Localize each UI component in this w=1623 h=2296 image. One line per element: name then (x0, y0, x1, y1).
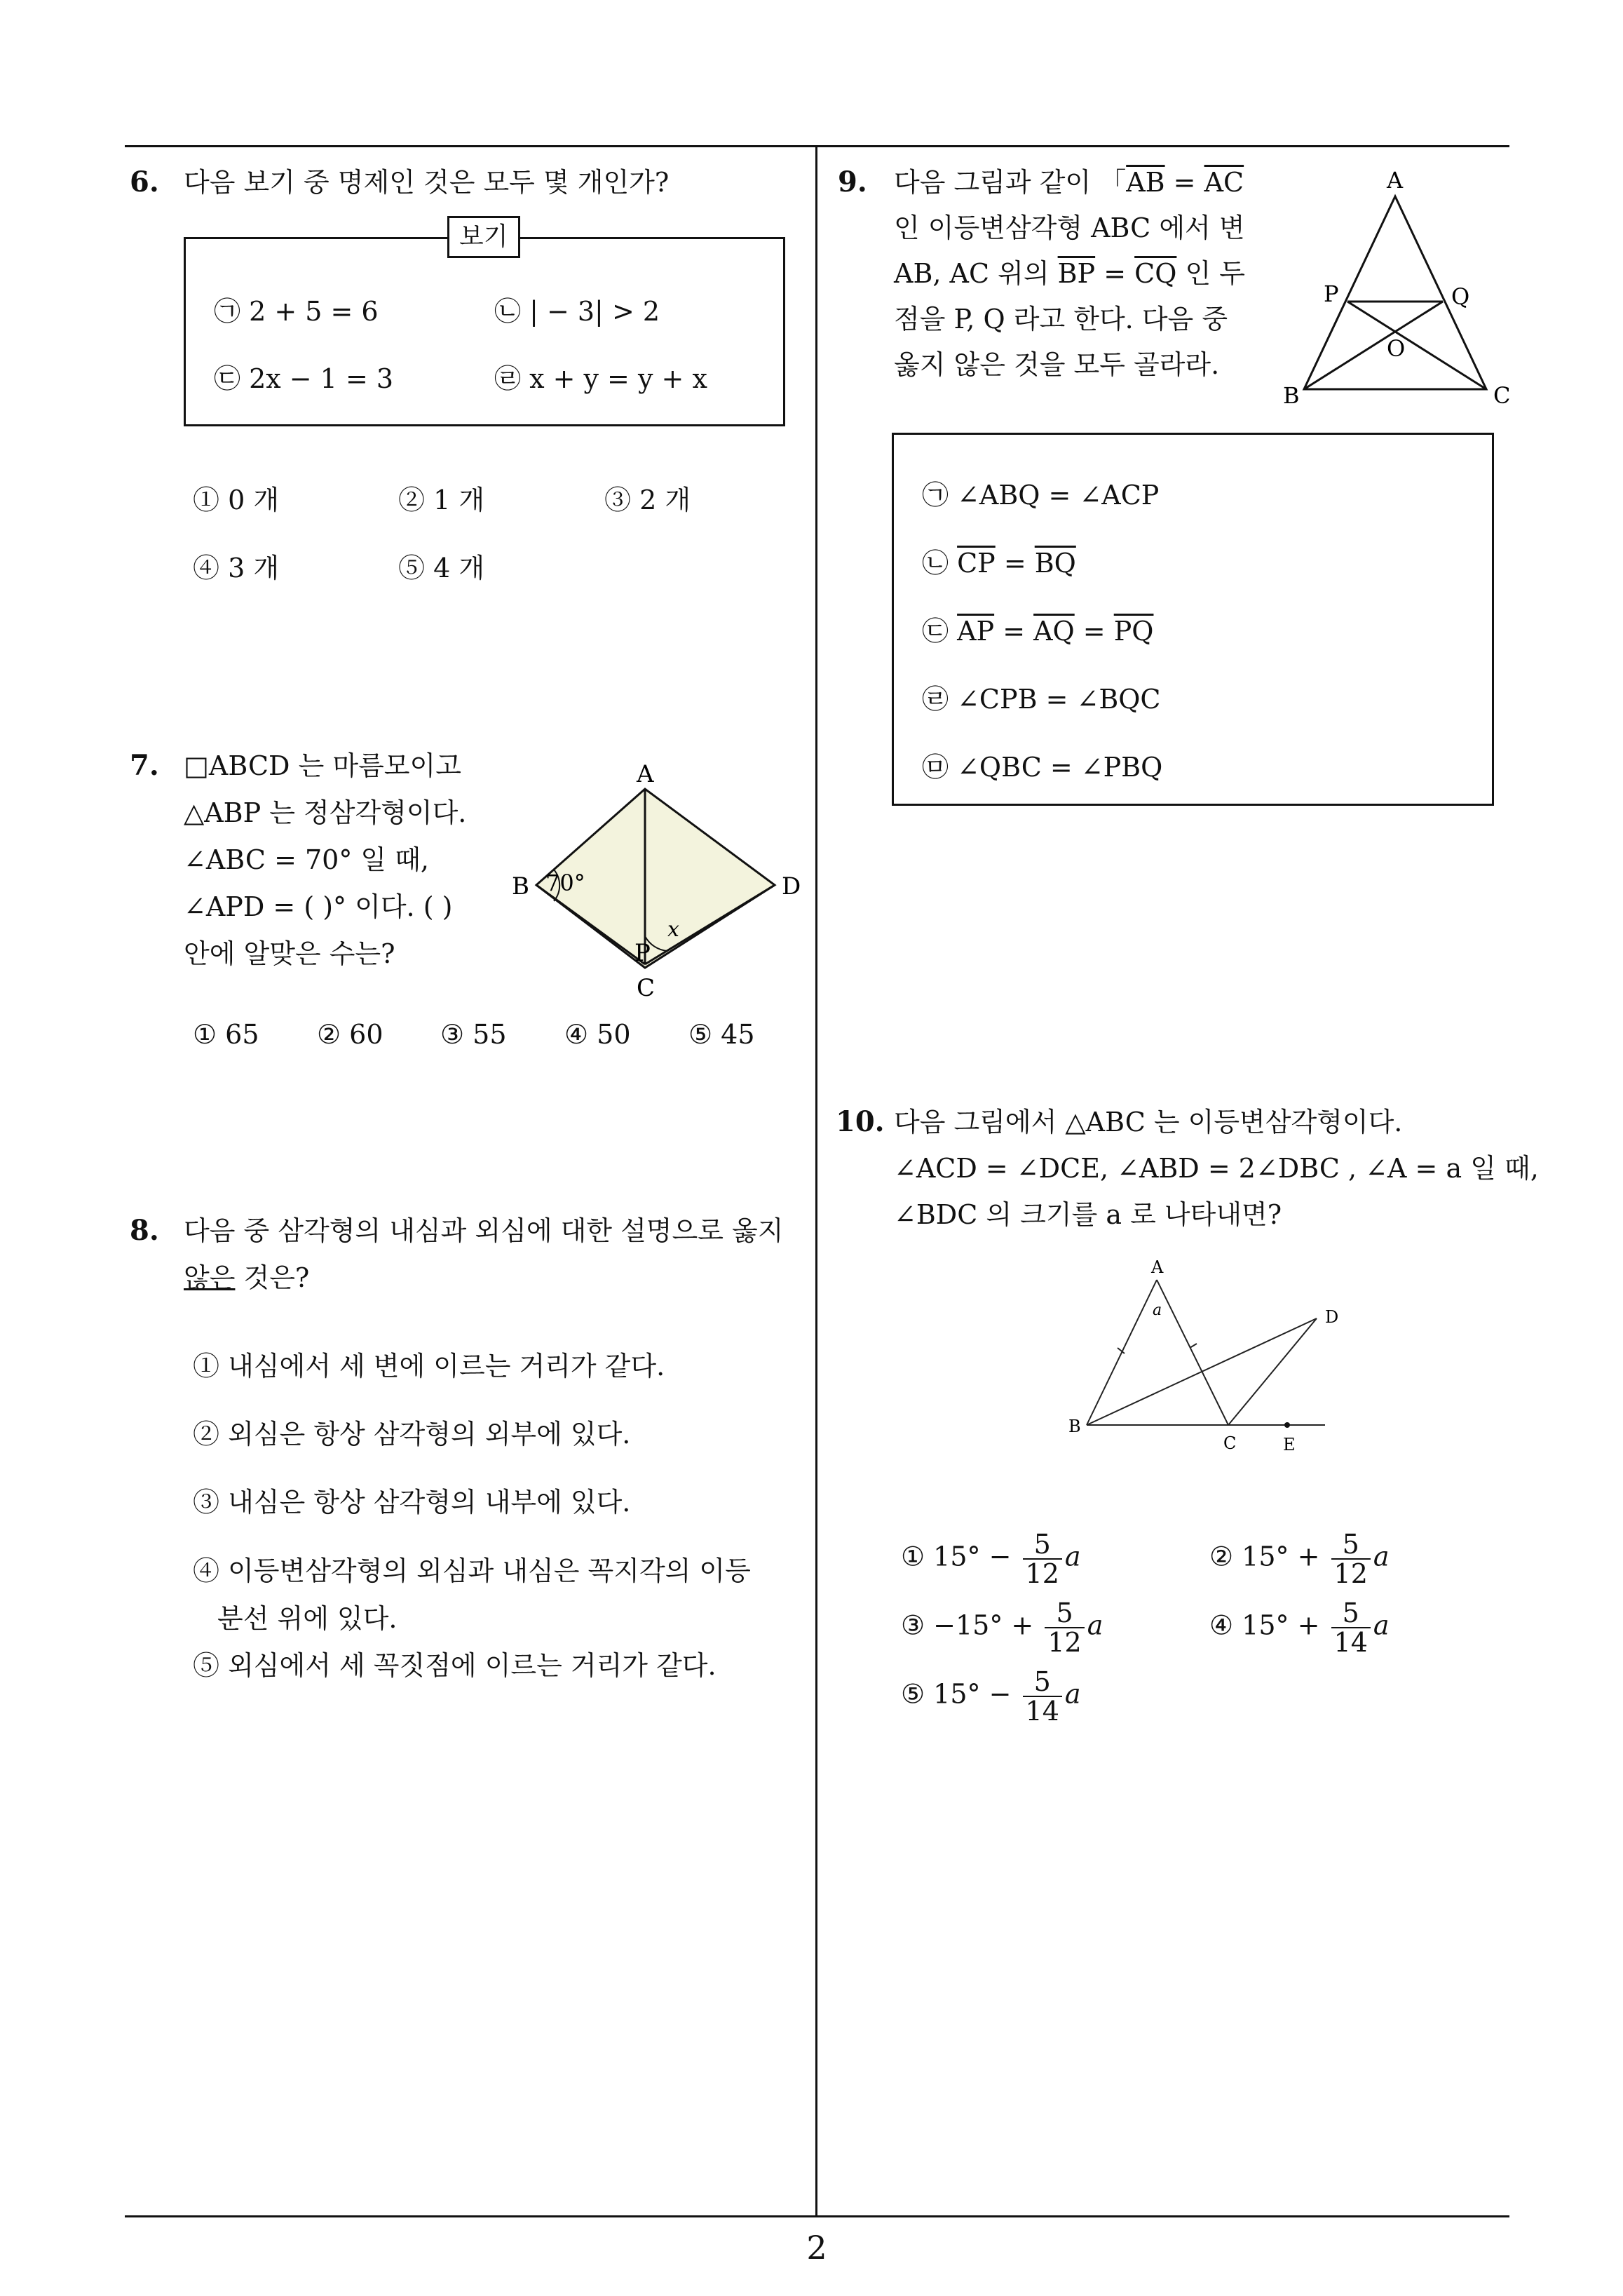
q6-option-2[interactable]: ② 1 개 (398, 485, 485, 515)
q7-line-4: ∠APD = ( )° 이다. ( ) (184, 891, 453, 922)
q6-item-1: ㉠ 2 + 5 = 6 (214, 296, 379, 327)
numerator: 5 (1331, 1599, 1371, 1628)
bottom-rule (125, 2215, 1509, 2217)
q10-option-3-var: a (1087, 1609, 1103, 1641)
q6-number: 6. (130, 166, 159, 198)
label-a: A (1387, 168, 1404, 194)
segment-ac (1157, 1280, 1228, 1425)
page-number: 2 (806, 2229, 827, 2267)
q10-option-5-fraction (1023, 1668, 1062, 1725)
q10-option-5[interactable] (901, 1668, 1081, 1725)
q8-option-3[interactable]: ③ 내심은 항상 삼각형의 내부에 있다. (193, 1487, 631, 1518)
q10-option-3[interactable] (901, 1599, 1103, 1656)
segment-ab (1087, 1280, 1157, 1425)
q8-underlined-word: 않은 (184, 1262, 236, 1293)
q9-line-2: 인 이등변삼각형 ABC 에서 변 (894, 212, 1245, 243)
label-d: D (1325, 1307, 1339, 1327)
label-x: x (667, 917, 679, 942)
q6-item-4: ㉣ x + y = y + x (494, 363, 707, 394)
q9-item-4[interactable]: ㉣ ∠CPB = ∠BQC (922, 684, 1161, 715)
q6-item-3: ㉢ 2x − 1 = 3 (214, 363, 394, 394)
denominator: 12 (1025, 1558, 1059, 1589)
numerator: 5 (1023, 1668, 1062, 1697)
q10-option-4-pre: ④ 15° + (1209, 1609, 1320, 1641)
q9-triangle-figure (1276, 168, 1514, 414)
q8-stem-line-2 (184, 1255, 309, 1300)
column-divider (815, 145, 817, 2217)
q7-line-5: 안에 알맞은 수는? (184, 938, 395, 969)
numerator: 5 (1331, 1530, 1371, 1560)
q8-option-5[interactable]: ⑤ 외심에서 세 꼭짓점에 이르는 거리가 같다. (193, 1650, 717, 1681)
q10-option-2-var: a (1373, 1541, 1390, 1572)
denominator: 12 (1047, 1627, 1082, 1658)
q10-option-3-fraction (1045, 1599, 1084, 1656)
q8-option-4[interactable]: ④ 이등변삼각형의 외심과 내심은 꼭지각의 이등 (193, 1555, 751, 1586)
q10-option-1[interactable] (901, 1530, 1081, 1588)
q10-line-1: 다음 그림에서 △ABC 는 이등변삼각형이다. (894, 1107, 1403, 1137)
q7-line-2: △ABP 는 정삼각형이다. (184, 797, 467, 828)
q10-option-1-pre: ① 15° − (901, 1541, 1012, 1572)
q10-line-2: ∠ACD = ∠DCE, ∠ABD = 2∠DBC , ∠A = a 일 때, (894, 1153, 1539, 1184)
q10-option-1-fraction (1023, 1530, 1062, 1588)
q10-line-3: ∠BDC 의 크기를 a 로 나타내면? (894, 1199, 1282, 1230)
label-p: P (634, 939, 651, 967)
q9-item-5[interactable]: ㉤ ∠QBC = ∠PBQ (922, 752, 1163, 783)
q7-number: 7. (130, 749, 159, 782)
segment-bd (1087, 1318, 1317, 1425)
label-c: C (1493, 382, 1511, 409)
q10-option-5-var: a (1064, 1678, 1081, 1710)
q10-number: 10. (836, 1105, 885, 1138)
q7-option-3[interactable]: ③ 55 (440, 1019, 507, 1050)
numerator: 5 (1023, 1530, 1062, 1560)
label-b: B (1068, 1417, 1081, 1436)
q8-option-2[interactable]: ② 외심은 항상 삼각형의 외부에 있다. (193, 1419, 631, 1450)
label-a: A (1151, 1257, 1164, 1277)
q10-option-1-var: a (1064, 1541, 1081, 1572)
q10-option-2[interactable] (1209, 1530, 1390, 1588)
q8-stem-rest: 것은? (235, 1262, 310, 1293)
q6-stem: 다음 보기 중 명제인 것은 모두 몇 개인가? (184, 167, 670, 198)
denominator: 14 (1333, 1627, 1368, 1658)
q6-example-label: 보기 (447, 216, 520, 258)
q9-item-3[interactable]: ㉢ $\overline{AP} = \overline{AQ} = \overline{PQ}$ (922, 616, 1154, 647)
label-b: B (1283, 382, 1300, 409)
q6-option-4[interactable]: ④ 3 개 (193, 553, 280, 583)
q6-item-2: ㉡ | − 3| > 2 (494, 296, 660, 327)
label-a: A (637, 760, 654, 788)
q9-number: 9. (838, 166, 867, 198)
q10-figure (1052, 1248, 1346, 1466)
q6-option-5[interactable]: ⑤ 4 개 (398, 553, 485, 583)
label-a-angle: a (1153, 1302, 1162, 1319)
q10-option-4-var: a (1373, 1609, 1390, 1641)
label-c: C (1223, 1433, 1237, 1453)
q7-option-4[interactable]: ④ 50 (564, 1019, 631, 1050)
label-d: D (782, 872, 801, 900)
q7-rhombus-figure (484, 757, 820, 1010)
q7-option-5[interactable]: ⑤ 45 (688, 1019, 755, 1050)
label-angle-70: 70° (545, 870, 585, 896)
q9-item-1[interactable]: ㉠ ∠ABQ = ∠ACP (922, 480, 1160, 511)
label-o: O (1387, 335, 1406, 362)
q9-line-3: AB, AC 위의 $\overline{BP} = \overline{CQ}$ 인 두 (894, 258, 1245, 289)
q10-option-3-pre: ③ −15° + (901, 1609, 1034, 1641)
q10-option-5-pre: ⑤ 15° − (901, 1678, 1012, 1710)
denominator: 12 (1333, 1558, 1368, 1589)
q7-line-1: □ABCD 는 마름모이고 (184, 750, 461, 781)
q8-stem-line-1: 다음 중 삼각형의 내심과 외심에 대한 설명으로 옳지 (184, 1215, 784, 1246)
q10-option-4[interactable] (1209, 1599, 1390, 1656)
q7-option-1[interactable]: ① 65 (193, 1019, 259, 1050)
denominator: 14 (1025, 1696, 1059, 1727)
q7-option-2[interactable]: ② 60 (317, 1019, 383, 1050)
q9-line-1: 다음 그림과 같이 「$\overline{AB} = \overline{AC}$ (894, 167, 1244, 198)
q6-option-3[interactable]: ③ 2 개 (604, 485, 691, 515)
label-c: C (637, 974, 656, 1002)
q10-option-2-fraction (1331, 1530, 1371, 1588)
point-e (1284, 1422, 1290, 1428)
label-q: Q (1451, 283, 1470, 310)
label-b: B (512, 872, 529, 900)
q9-line-4: 점을 P, Q 라고 한다. 다음 중 (894, 304, 1228, 335)
label-p: P (1324, 281, 1339, 307)
segment-cd (1228, 1318, 1317, 1425)
q8-option-1[interactable]: ① 내심에서 세 변에 이르는 거리가 같다. (193, 1351, 665, 1382)
q10-option-2-pre: ② 15° + (1209, 1541, 1320, 1572)
q6-option-1[interactable]: ① 0 개 (193, 485, 280, 515)
q8-number: 8. (130, 1214, 159, 1247)
q8-option-4-cont: 분선 위에 있다. (217, 1603, 398, 1634)
tick-ac (1190, 1344, 1197, 1348)
q9-line-5: 옳지 않은 것을 모두 골라라. (894, 349, 1220, 380)
numerator: 5 (1045, 1599, 1084, 1628)
q7-line-3: ∠ABC = 70° 일 때, (184, 844, 429, 875)
q9-item-2[interactable]: ㉡ $\overline{CP} = \overline{BQ}$ (922, 548, 1076, 579)
label-e: E (1283, 1435, 1296, 1454)
q10-option-4-fraction (1331, 1599, 1371, 1656)
